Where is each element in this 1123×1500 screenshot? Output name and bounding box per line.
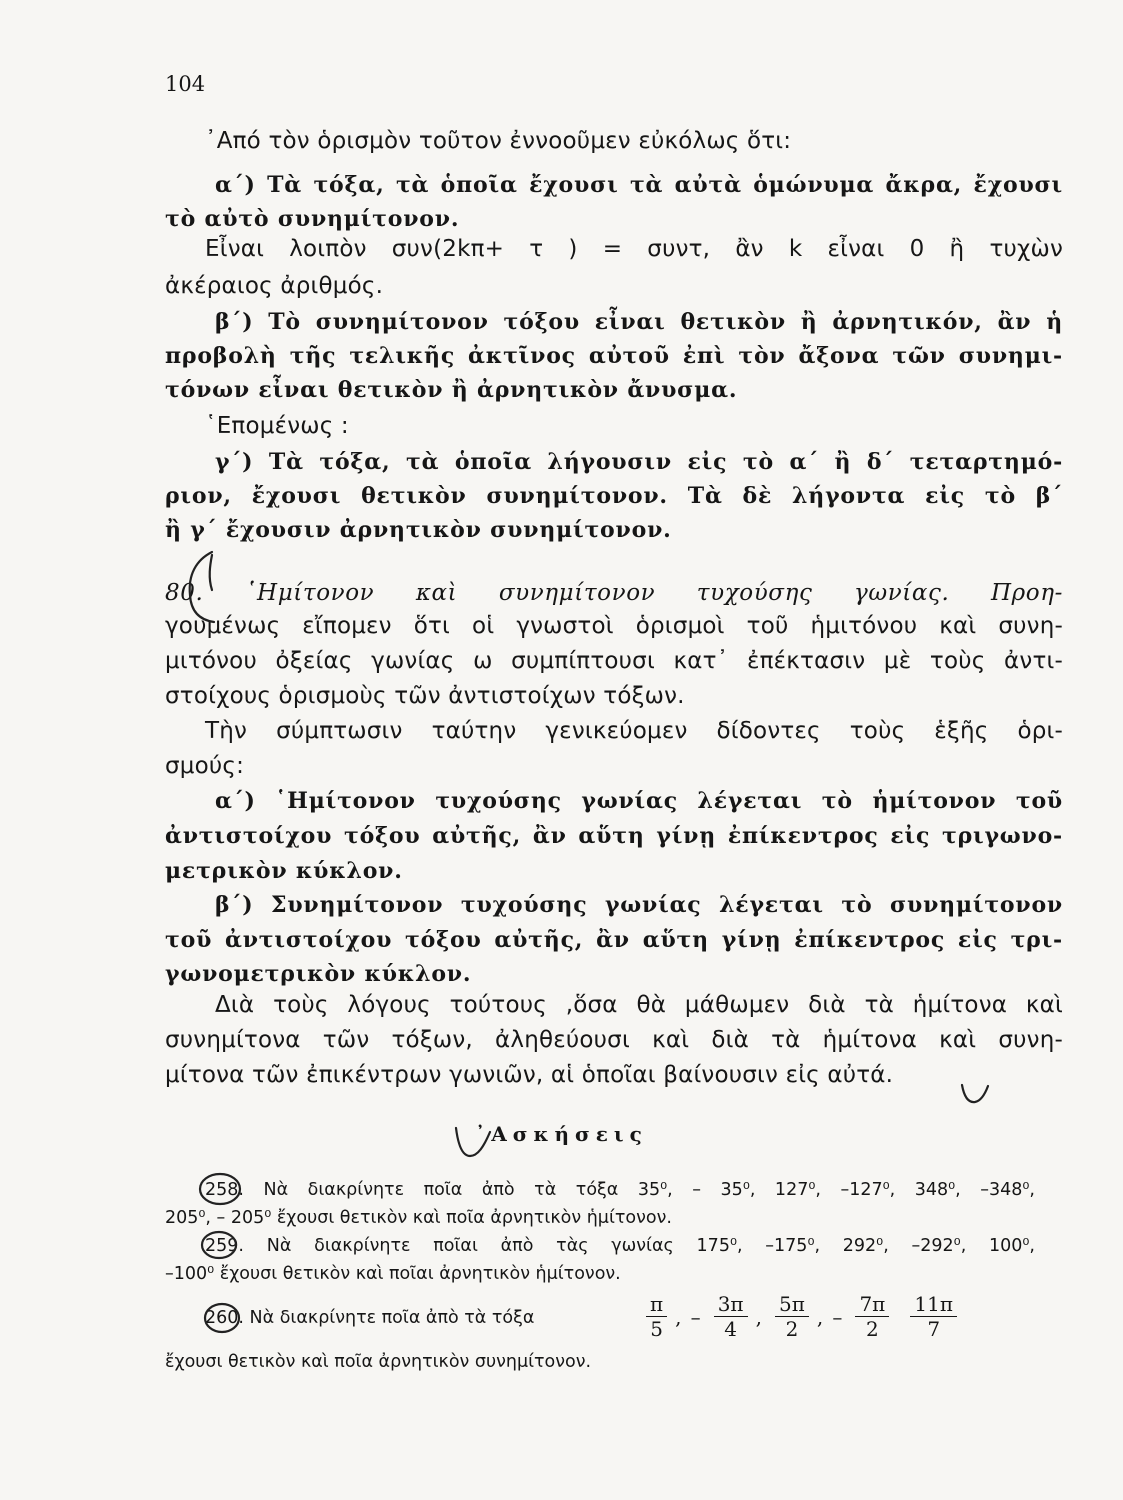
fraction-separator: ,	[816, 1304, 824, 1329]
exercises-title: ᾿Ασκήσεις	[475, 1122, 648, 1146]
exercise-item: –100⁰ ἔχουσι θετικὸν καὶ ποῖαι ἀρνητικὸν ἡμίτονον.	[165, 1264, 621, 1284]
circle-mark	[205, 1304, 239, 1332]
circle-mark	[202, 1232, 236, 1258]
text-line: ἢ γ΄ ἔχουσιν ἀρνητικὸν συνημίτονον.	[165, 517, 672, 543]
fraction-denominator: 5	[650, 1317, 663, 1341]
text-line: α΄) ῾Ημίτονον τυχούσης γωνίας λέγεται τὸ ἡμίτονον τοῦ	[215, 788, 1063, 814]
minus-sign: –	[690, 1304, 701, 1329]
text-line: ριον, ἔχουσι θετικὸν συνημίτονον. Τὰ δὲ λήγοντα εἰς τὸ β΄	[165, 483, 1063, 509]
text-line: ἀκέραιος ἀριθμός.	[165, 273, 384, 299]
exercise-item: ἔχουσι θετικὸν καὶ ποῖα ἀρνητικὸν συνημίτονον.	[165, 1352, 592, 1372]
exercise-item: 258. Νὰ διακρίνητε ποῖα ἀπὸ τὰ τόξα 35⁰, – 35⁰, 127⁰, –127⁰, 348⁰, –348⁰,	[205, 1180, 1035, 1200]
fraction-numerator: 3π	[714, 1292, 748, 1317]
fraction-denominator: 7	[927, 1317, 941, 1341]
text-line: β΄) Τὸ συνημίτονον τόξου εἶναι θετικὸν ἢ ἀρνητικόν, ἂν ἡ	[215, 309, 1063, 335]
text-line: προβολὴ τῆς τελικῆς ἀκτῖνος αὐτοῦ ἐπὶ τὸν ἄξονα τῶν συνημι-	[165, 343, 1063, 369]
text-line: τόνων εἶναι θετικὸν ἢ ἀρνητικὸν ἄνυσμα.	[165, 377, 738, 403]
exercise-item: 259. Νὰ διακρίνητε ποῖαι ἀπὸ τὰς γωνίας 175⁰, –175⁰, 292⁰, –292⁰, 100⁰,	[205, 1236, 1035, 1256]
text-line: τοῦ ἀντιστοίχου τόξου αὐτῆς, ἂν αὕτη γίνῃ ἐπίκεντρος εἰς τρι-	[165, 927, 1063, 953]
text-line: Εἶναι λοιπὸν συν(2kπ+ τ ) = συντ, ἂν k εἶναι 0 ἢ τυχὼν	[205, 236, 1063, 262]
circle-mark	[200, 1174, 240, 1204]
fraction-numerator: 11π	[910, 1292, 957, 1317]
text-line: Τὴν σύμπτωσιν ταύτην γενικεύομεν δίδοντες τοὺς ἑξῆς ὁρι-	[205, 718, 1063, 744]
text-line: γωνομετρικὸν κύκλον.	[165, 961, 472, 987]
text-line: τὸ αὐτὸ συνημίτονον.	[165, 206, 460, 232]
exercise-item: 260. Νὰ διακρίνητε ποῖα ἀπὸ τὰ τόξα	[205, 1308, 535, 1328]
text-line: ἀντιστοίχου τόξου αὐτῆς, ἂν αὕτη γίνῃ ἐπίκεντρος εἰς τριγωνο-	[165, 823, 1063, 849]
checkmark-mark	[962, 1085, 988, 1102]
text-line: σμούς:	[165, 753, 245, 779]
fraction-denominator: 2	[866, 1317, 879, 1341]
text-line: ᾿Από τὸν ὁρισμὸν τοῦτον ἐννοοῦμεν εὐκόλως ὅτι:	[205, 128, 792, 154]
text-line: συνημίτονα τῶν τόξων, ἀληθεύουσι καὶ διὰ τὰ ἡμίτονα καὶ συνη-	[165, 1027, 1063, 1053]
text-line: γουμένως εἴπομεν ὅτι οἱ γνωστοὶ ὁρισμοὶ τοῦ ἡμιτόνου καὶ συνη-	[165, 613, 1063, 639]
page-number: 104	[165, 72, 206, 96]
margin-check-mark	[210, 555, 212, 590]
text-line: α΄) Τὰ τόξα, τὰ ὁποῖα ἔχουσι τὰ αὐτὰ ὁμώνυμα ἄκρα, ἔχουσι	[215, 172, 1063, 198]
text-line: μετρικὸν κύκλον.	[165, 858, 403, 884]
section-heading: 80. ῾Ημίτονον καὶ συνημίτονον τυχούσης γωνίας. Προη-	[165, 580, 1063, 606]
fraction-numerator: 7π	[855, 1292, 889, 1317]
checkmark-mark	[456, 1128, 490, 1156]
text-line: β΄) Συνημίτονον τυχούσης γωνίας λέγεται τὸ συνημίτονον	[215, 892, 1063, 918]
text-line: μιτόνου ὀξείας γωνίας ω συμπίπτουσι κατ᾿ ἐπέκτασιν μὲ τοὺς ἀντι-	[165, 648, 1063, 674]
minus-sign: –	[832, 1304, 843, 1329]
text-line: γ΄) Τὰ τόξα, τὰ ὁποῖα λήγουσιν εἰς τὸ α΄ ἢ δ΄ τεταρτημό-	[215, 449, 1063, 475]
text-line: ῾Επομένως :	[205, 413, 349, 439]
fraction-separator: ,	[755, 1304, 762, 1329]
text-line: στοίχους ὁρισμοὺς τῶν ἀντιστοίχων τόξων.	[165, 683, 685, 709]
text-line: Διὰ τοὺς λόγους τούτους ,ὅσα θὰ μάθωμεν διὰ τὰ ἡμίτονα καὶ	[215, 992, 1063, 1018]
fraction-separator: ,	[675, 1304, 682, 1329]
fraction-numerator: 5π	[775, 1292, 809, 1317]
fraction-denominator: 2	[785, 1317, 799, 1341]
exercise-item: 205⁰, – 205⁰ ἔχουσι θετικὸν καὶ ποῖα ἀρνητικὸν ἡμίτονον.	[165, 1208, 672, 1228]
text-line: μίτονα τῶν ἐπικέντρων γωνιῶν, αἱ ὁποῖαι βαίνουσιν εἰς αὐτά.	[165, 1062, 894, 1088]
fraction-numerator: π	[646, 1292, 667, 1317]
fraction-denominator: 4	[724, 1317, 737, 1341]
